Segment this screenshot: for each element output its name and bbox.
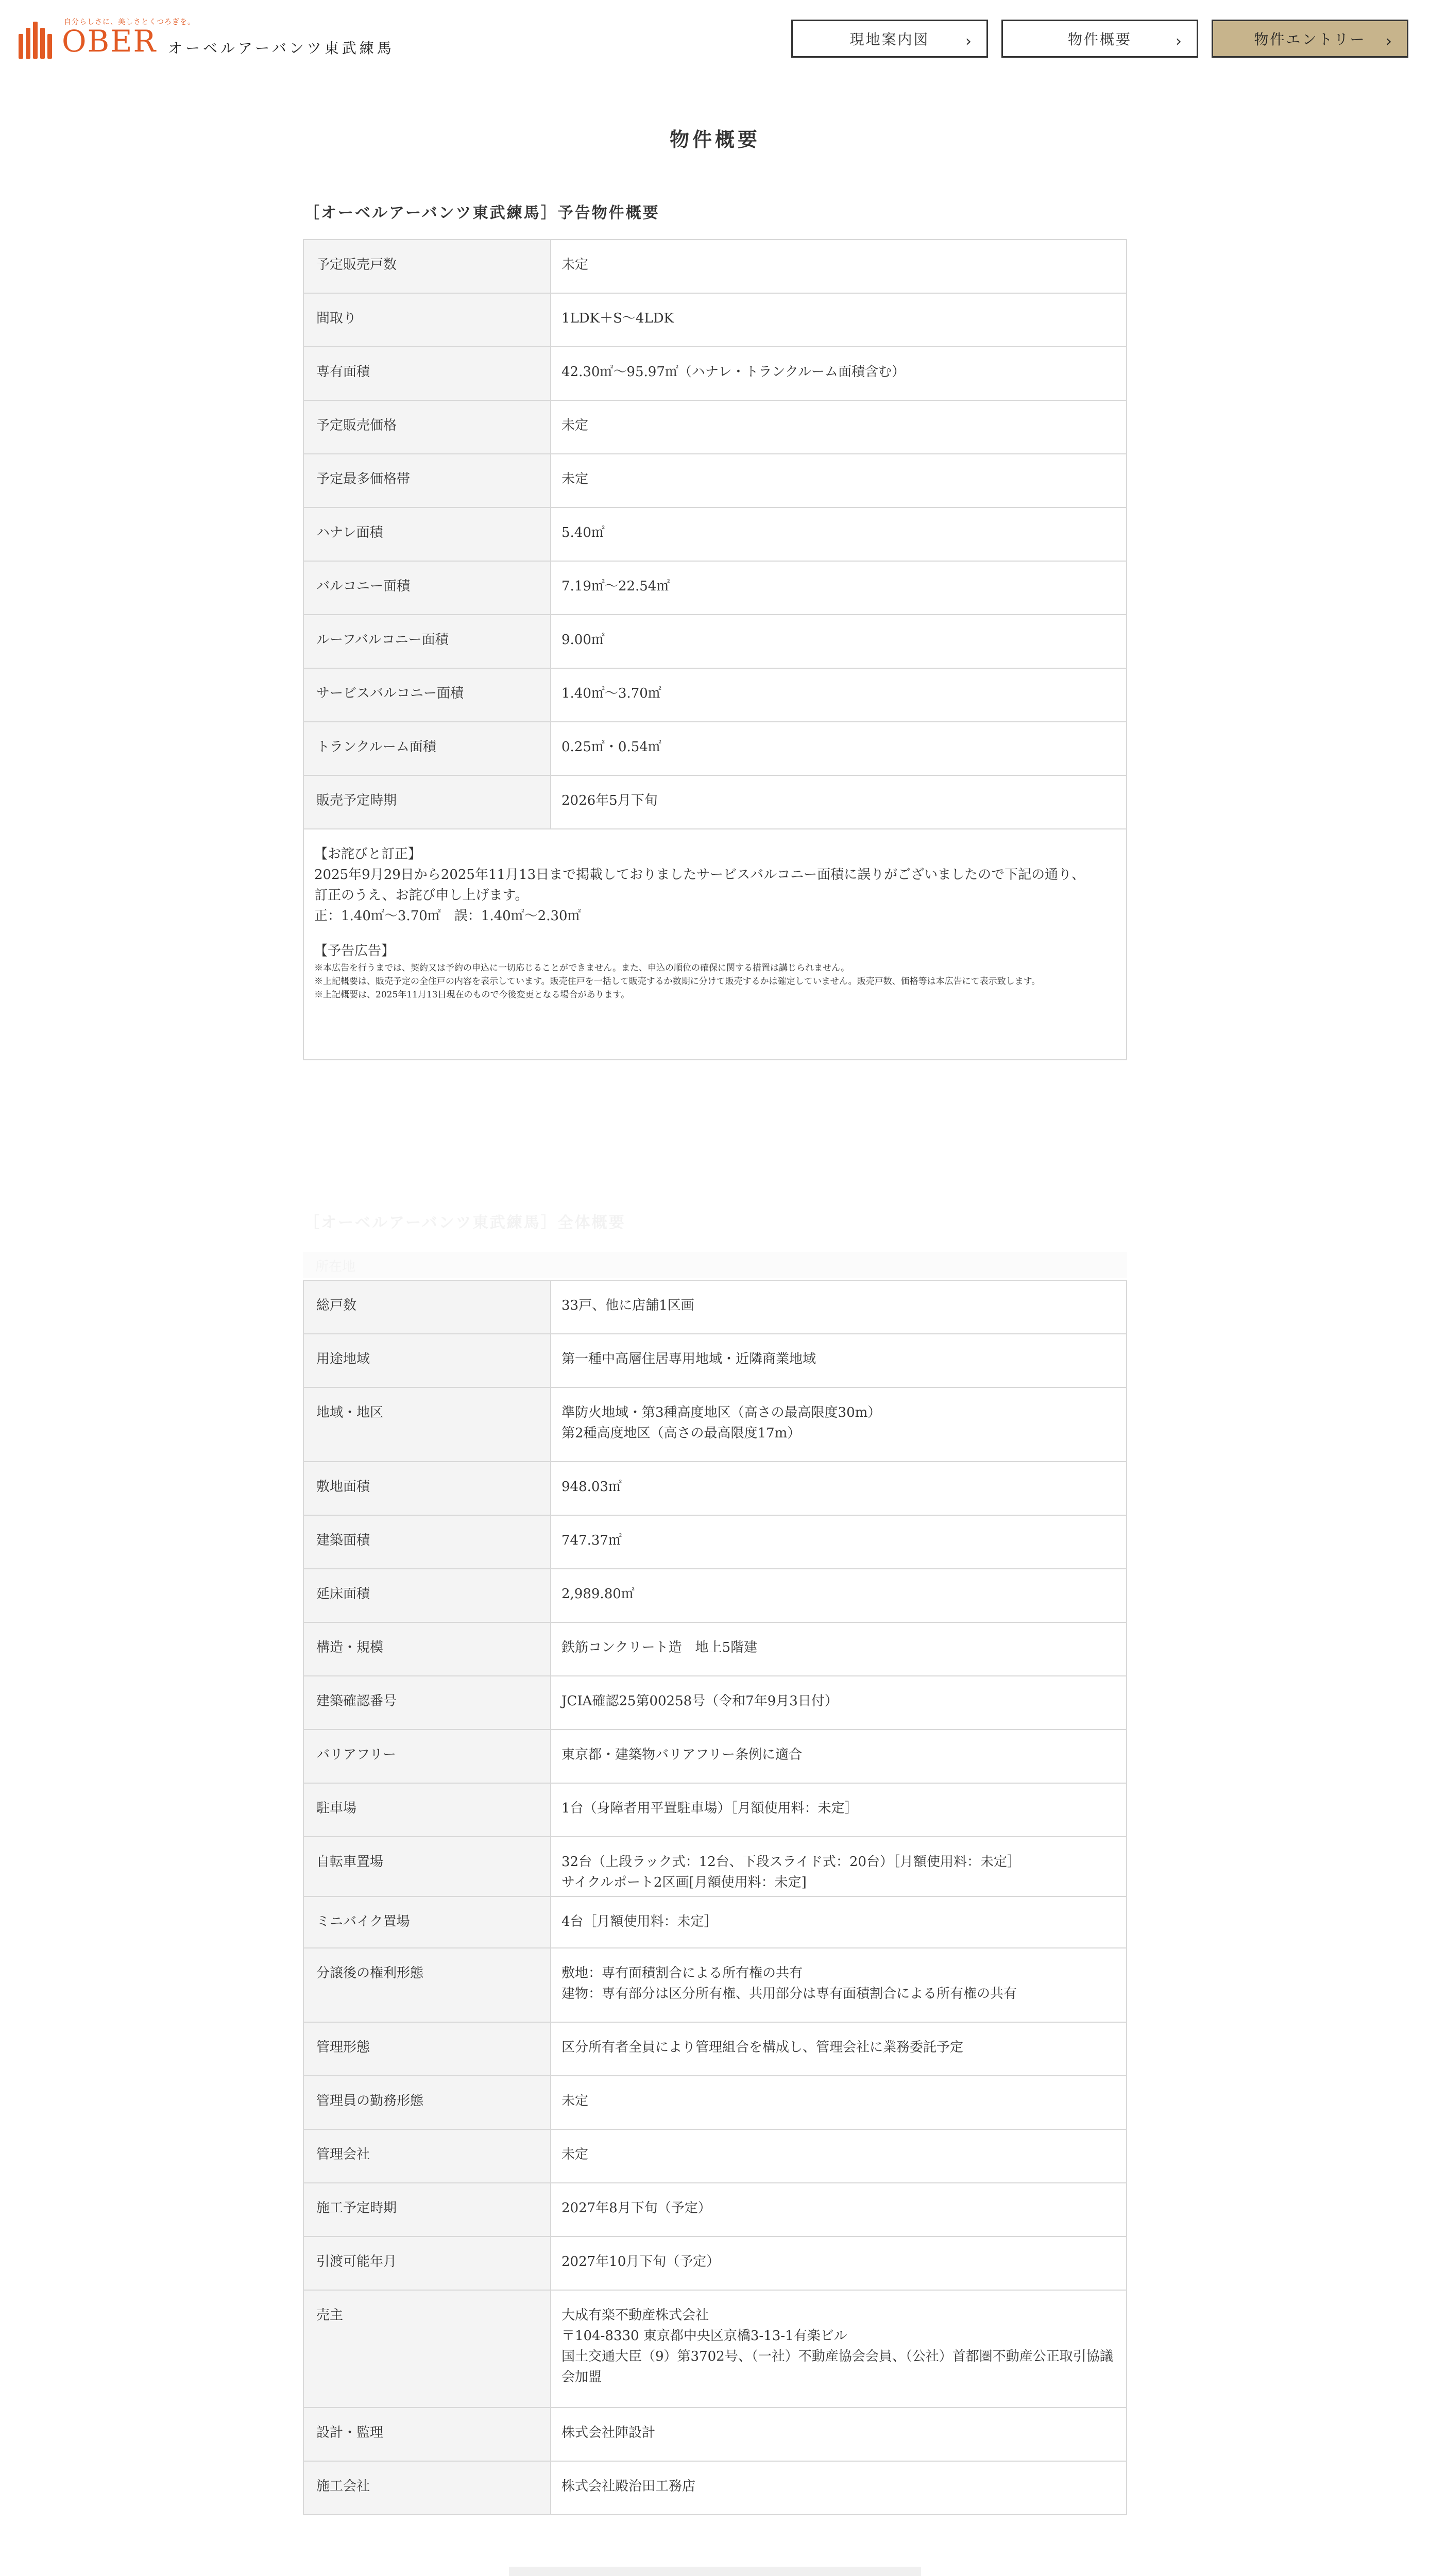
row-value: 7.19㎡〜22.54㎡ (551, 561, 1127, 615)
row-value: 747.37㎡ (551, 1515, 1127, 1569)
row-value (551, 2290, 1127, 2408)
row-value-line: 準防火地域・第3種高度地区（高さの最高限度30m） (561, 1405, 881, 1420)
row-label: 設計・監理 (303, 2408, 551, 2461)
row-label: 予定最多価格帯 (303, 454, 551, 507)
row-label: 予定販売価格 (303, 400, 551, 454)
row-value (551, 1948, 1127, 2022)
table-row (303, 1896, 1127, 1948)
nav-outline-label: 物件概要 (1067, 31, 1132, 48)
nav-entry-label: 物件エントリー (1254, 31, 1366, 48)
table-row (303, 1280, 1127, 1334)
row-value: 2027年10月下旬（予定） (551, 2236, 1127, 2290)
preliminary-spec-table (303, 239, 1127, 1060)
row-value (551, 1387, 1127, 1462)
row-value: 2026年5月下旬 (551, 775, 1127, 829)
row-label: 販売予定時期 (303, 775, 551, 829)
row-label: 売主 (303, 2290, 551, 2408)
row-label: 分譲後の権利形態 (303, 1948, 551, 2022)
logo-wordmark: OBER (62, 24, 157, 59)
row-value: 33戸、他に店舗1区画 (551, 1280, 1127, 1334)
table-row (303, 615, 1127, 668)
row-label: 施工予定時期 (303, 2183, 551, 2236)
row-label: 用途地域 (303, 1334, 551, 1387)
row-value: 42.30㎡〜95.97㎡（ハナレ・トランクルーム面積含む） (551, 347, 1127, 400)
row-label: 延床面積 (303, 1569, 551, 1622)
row-value: 未定 (551, 400, 1127, 454)
row-value (551, 1837, 1127, 1896)
site-logo[interactable] (19, 16, 395, 63)
logo-tagline: 自分らしさに、美しさとくつろぎを。 (64, 18, 195, 26)
row-label: 地域・地区 (303, 1387, 551, 1462)
row-value: 4台［月額使用料：未定］ (551, 1896, 1127, 1948)
row-value: 株式会社陣設計 (551, 2408, 1127, 2461)
row-value: 区分所有者全員により管理組合を構成し、管理会社に業務委託予定 (551, 2022, 1127, 2076)
row-label: 駐車場 (303, 1783, 551, 1837)
table-row (303, 2183, 1127, 2236)
nav-map-button[interactable] (791, 20, 988, 58)
table-row (303, 722, 1127, 775)
table-row (303, 2236, 1127, 2290)
ad-note: ※上記概要は、2025年11月13日現在のもので今後変更となる場合があります。 (314, 990, 630, 1000)
table-row (303, 775, 1127, 829)
row-label: 間取り (303, 293, 551, 347)
row-label: 建築確認番号 (303, 1676, 551, 1730)
row-value: 0.25㎡・0.54㎡ (551, 722, 1127, 775)
chevron-right-icon: › (965, 32, 973, 50)
row-value: 2027年8月下旬（予定） (551, 2183, 1127, 2236)
table-row (303, 1948, 1127, 2022)
row-value-line: 32台（上段ラック式：12台、下段スライド式：20台）［月額使用料：未定］ (561, 1854, 1020, 1870)
table-row (303, 668, 1127, 722)
table-row (303, 240, 1127, 293)
row-label: 引渡可能年月 (303, 2236, 551, 2290)
row-value-line: サイクルポート2区画[月額使用料：未定] (561, 1875, 807, 1890)
row-value: 未定 (551, 454, 1127, 507)
table-row (303, 400, 1127, 454)
row-label: 管理形態 (303, 2022, 551, 2076)
site-header (0, 0, 1430, 77)
row-label: ハナレ面積 (303, 507, 551, 561)
row-value: 9.00㎡ (551, 615, 1127, 668)
row-label: バリアフリー (303, 1730, 551, 1783)
row-label: 敷地面積 (303, 1462, 551, 1515)
overall-spec-table (303, 1280, 1127, 2515)
row-value: 鉄筋コンクリート造 地上5階建 (551, 1622, 1127, 1676)
row-label: 所在地 (315, 1259, 356, 1275)
row-label: 管理会社 (303, 2129, 551, 2183)
correction-line: 2025年9月29日から2025年11月13日まで掲載しておりましたサービスバルコニー面積に誤りがございましたので下記の通り、 (314, 867, 1085, 883)
table-row (303, 2290, 1127, 2408)
row-label: 構造・規模 (303, 1622, 551, 1676)
ad-note: ※本広告を行うまでは、契約又は予約の申込に一切応じることができません。また、申込の順位の確保に関する措置は講じられません。 (314, 963, 850, 973)
row-value: 未定 (551, 2129, 1127, 2183)
row-value-line: 建物：専有部分は区分所有権、共用部分は専有面積割合による所有権の共有 (561, 1986, 1017, 2002)
loading-bar (509, 2567, 921, 2576)
row-label: 施工会社 (303, 2461, 551, 2515)
row-label: 自転車置場 (303, 1837, 551, 1896)
nav-outline-button[interactable] (1001, 20, 1198, 58)
chevron-right-icon: › (1386, 32, 1393, 50)
table-row (303, 454, 1127, 507)
row-value-line: 大成有楽不動産株式会社 (561, 2308, 709, 2323)
table-row (303, 561, 1127, 615)
row-value-line: 国土交通大臣（9）第3702号、（一社）不動産協会会員、（公社）首都圏不動産公正取引協議会加盟 (561, 2349, 1113, 2385)
correction-line: 訂正のうえ、お詫び申し上げます。 (314, 888, 529, 903)
row-value: 948.03㎡ (551, 1462, 1127, 1515)
row-value: 未定 (551, 240, 1127, 293)
table-row (303, 1730, 1127, 1783)
row-label: ミニバイク置場 (303, 1896, 551, 1948)
row-value: 5.40㎡ (551, 507, 1127, 561)
nav-map-label: 現地案内図 (849, 31, 930, 48)
table-row (303, 1462, 1127, 1515)
notice-cell (303, 829, 1127, 1060)
row-label: バルコニー面積 (303, 561, 551, 615)
row-value: 未定 (551, 2076, 1127, 2129)
table-row (303, 2022, 1127, 2076)
table-row (303, 1676, 1127, 1730)
table-row (303, 2076, 1127, 2129)
row-label: 管理員の勤務形態 (303, 2076, 551, 2129)
table-row (303, 1622, 1127, 1676)
row-value: 東京都・建築物バリアフリー条例に適合 (551, 1730, 1127, 1783)
table-row (303, 2129, 1127, 2183)
table-row (303, 1387, 1127, 1462)
row-label: 予定販売戸数 (303, 240, 551, 293)
table-row (303, 2461, 1127, 2515)
row-value: 第一種中高層住居専用地域・近隣商業地域 (551, 1334, 1127, 1387)
table-row (303, 507, 1127, 561)
nav-entry-button[interactable] (1212, 20, 1408, 58)
row-value: 2,989.80㎡ (551, 1569, 1127, 1622)
ad-heading: 【予告広告】 (314, 943, 395, 959)
table-row (303, 1569, 1127, 1622)
table-row (303, 1515, 1127, 1569)
row-label: 建築面積 (303, 1515, 551, 1569)
correction-line: 正：1.40㎡〜3.70㎡ 誤：1.40㎡〜2.30㎡ (314, 908, 581, 924)
page-title: 物件概要 (669, 128, 760, 151)
correction-heading: 【お詫びと訂正】 (314, 846, 422, 862)
row-value: 株式会社殿治田工務店 (551, 2461, 1127, 2515)
row-value: 1台（身障者用平置駐車場）［月額使用料：未定］ (551, 1783, 1127, 1837)
table-row (303, 1837, 1127, 1896)
row-value-line: 〒104-8330 東京都中央区京橋3-13-1有楽ビル (561, 2328, 847, 2344)
row-label: ルーフバルコニー面積 (303, 615, 551, 668)
chevron-right-icon: › (1176, 32, 1183, 50)
row-value: 1.40㎡〜3.70㎡ (551, 668, 1127, 722)
table-row (303, 2408, 1127, 2461)
table-row (303, 1783, 1127, 1837)
row-value: 1LDK＋S〜4LDK (551, 293, 1127, 347)
table-row (303, 347, 1127, 400)
row-value-line: 第2種高度地区（高さの最高限度17m） (561, 1426, 801, 1441)
row-value-line: 敷地：専有面積割合による所有権の共有 (561, 1965, 803, 1981)
faded-row-location (303, 1252, 1127, 1278)
row-label: 総戸数 (303, 1280, 551, 1334)
property-name: オーベルアーバンツ東武練馬 (168, 40, 395, 57)
table-row (303, 1334, 1127, 1387)
row-value: JCIA確認25第00258号（令和7年9月3日付） (551, 1676, 1127, 1730)
section-title-preliminary: ［オーベルアーバンツ東武練馬］予告物件概要 (304, 204, 660, 222)
ad-note: ※上記概要は、販売予定の全住戸の内容を表示しています。販売住戸を一括して販売するか数期に分けて販売するかは確定していません。販売戸数、価格等は本広告にて表示致します。 (314, 976, 1041, 987)
section-title-overall: ［オーベルアーバンツ東武練馬］全体概要 (304, 1214, 626, 1232)
row-label: トランクルーム面積 (303, 722, 551, 775)
notice-row (303, 829, 1127, 1060)
ober-logo-icon (19, 22, 55, 59)
row-label: サービスバルコニー面積 (303, 668, 551, 722)
row-label: 専有面積 (303, 347, 551, 400)
table-row (303, 293, 1127, 347)
row-value-line-clipped (561, 1872, 1116, 1890)
